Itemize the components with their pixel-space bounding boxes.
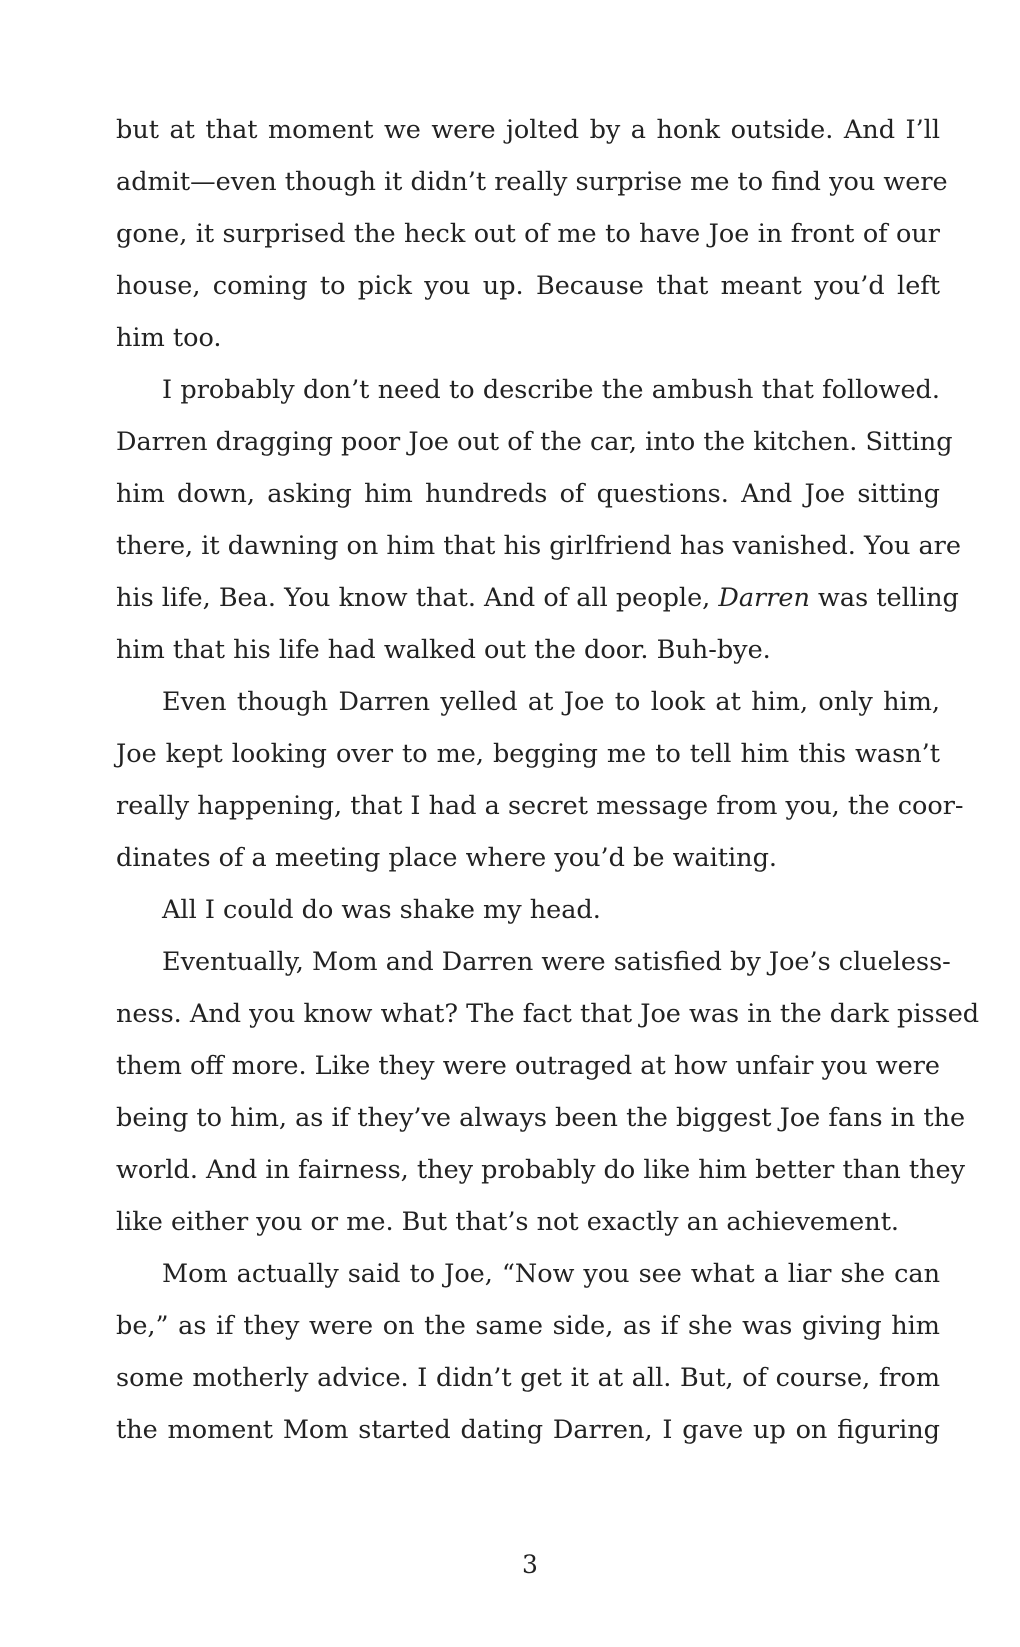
text-line: like either you or me. But that’s not exactly an achievement. (116, 1207, 900, 1237)
text-line: them off more. Like they were outraged at how unfair you were (116, 1051, 940, 1081)
paragraph-first-line: Mom actually said to Joe, “Now you see what a liar she can (162, 1259, 940, 1289)
paragraph-first-line: Even though Darren yelled at Joe to look at him, only him, (162, 687, 940, 717)
text-line: there, it dawning on him that his girlfriend has vanished. You are (116, 531, 961, 561)
text-line (116, 572, 959, 624)
text-segment: was telling (809, 583, 959, 613)
text-line: house, coming to pick you up. Because that meant you’d left (116, 271, 940, 301)
text-line: world. And in fairness, they probably do like him better than they (116, 1155, 966, 1185)
text-line: the moment Mom started dating Darren, I gave up on figuring (116, 1415, 940, 1445)
text-line: him too. (116, 323, 222, 353)
text-line: but at that moment we were jolted by a honk outside. And I’ll (116, 115, 940, 145)
text-line: Joe kept looking over to me, begging me to tell him this wasn’t (116, 739, 940, 769)
text-line: ness. And you know what? The fact that Joe was in the dark pissed (116, 999, 980, 1029)
page-number: 3 (522, 1550, 538, 1579)
text-line: really happening, that I had a secret message from you, the coor- (116, 791, 964, 821)
paragraph-first-line: I probably don’t need to describe the ambush that followed. (162, 375, 940, 405)
text-line: being to him, as if they’ve always been the biggest Joe fans in the (116, 1103, 966, 1133)
text-line: gone, it surprised the heck out of me to have Joe in front of our (116, 219, 940, 249)
italic-name: Darren (718, 583, 810, 613)
text-line: him down, asking him hundreds of questions. And Joe sitting (116, 479, 940, 509)
text-line: dinates of a meeting place where you’d be waiting. (116, 843, 778, 873)
text-segment: his life, Bea. You know that. And of all people, (116, 583, 719, 613)
text-line: some motherly advice. I didn’t get it at all. But, of course, from (116, 1363, 940, 1393)
text-line: admit—even though it didn’t really surprise me to find you were (116, 167, 948, 197)
text-line: be,” as if they were on the same side, as if she was giving him (116, 1311, 940, 1341)
paragraph-first-line: Eventually, Mom and Darren were satisfied by Joe’s clueless- (162, 947, 951, 977)
body-text (116, 104, 980, 1456)
text-line: him that his life had walked out the door. Buh-bye. (116, 635, 771, 665)
text-line: Darren dragging poor Joe out of the car, into the kitchen. Sitting (116, 427, 953, 457)
paragraph-first-line: All I could do was shake my head. (162, 895, 601, 925)
